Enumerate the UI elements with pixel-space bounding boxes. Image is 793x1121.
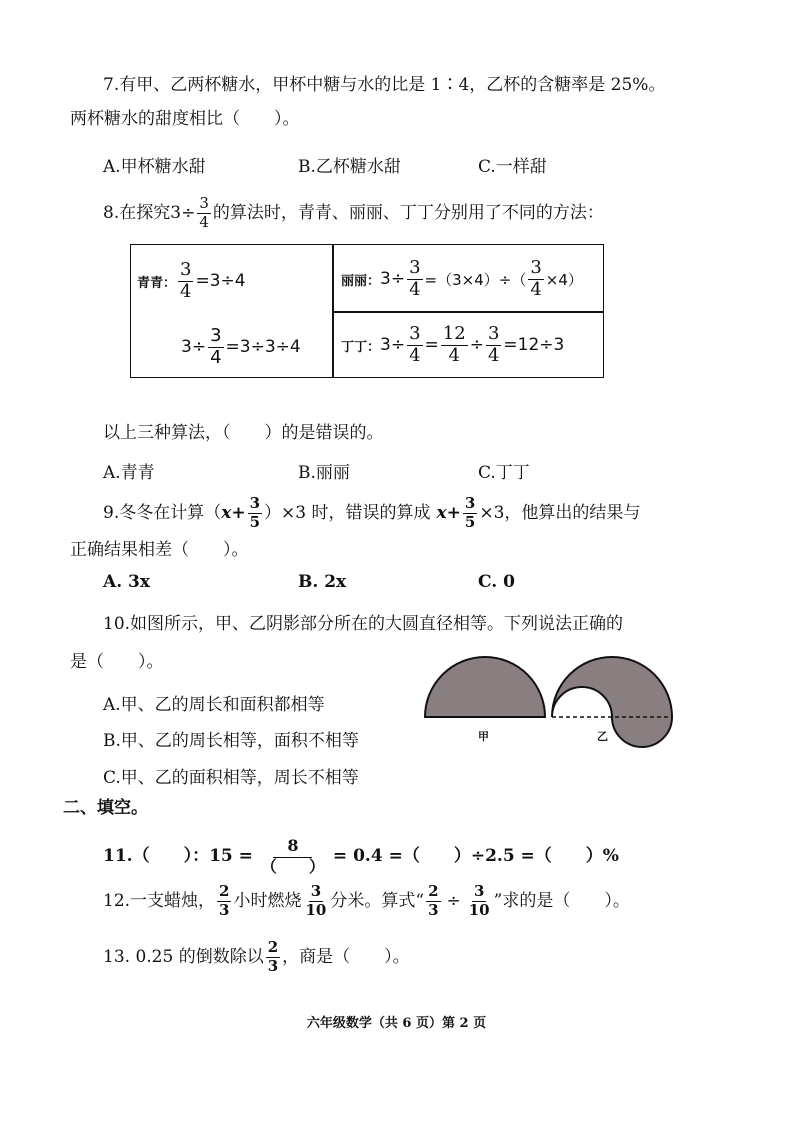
numerator: 3 [530, 257, 542, 278]
numerator: 3 [487, 323, 500, 344]
qingqing-fraction-2 [208, 327, 223, 368]
q9-mid: ）×3 时，错误的算成 [264, 502, 431, 523]
q8-expr-whole: 3 [170, 202, 182, 223]
numerator: 3 [210, 325, 222, 346]
numerator: 3 [409, 323, 421, 344]
denominator: 5 [464, 512, 476, 531]
q12-line [103, 884, 630, 919]
q10-option-b: B.甲、乙的周长相等，面积不相等 [103, 731, 359, 751]
denominator: 3 [219, 900, 230, 919]
q11-tail: = 0.4 =（ ）÷2.5 =（ ）% [332, 846, 619, 867]
denominator: 4 [448, 344, 460, 366]
q10-figure [420, 655, 690, 755]
q10-option-a: A.甲、乙的周长和面积都相等 [103, 695, 325, 715]
q13-line [103, 940, 410, 975]
numerator: 2 [428, 882, 439, 900]
qingqing-row2 [181, 327, 301, 368]
lili-mid: =（3×4）÷（ [424, 270, 527, 289]
denominator: 3 [428, 900, 439, 919]
numerator: 3 [249, 494, 261, 512]
numerator: 3 [473, 882, 485, 900]
q8-expr-div: ÷ [181, 202, 196, 223]
numerator: 3 [409, 257, 421, 278]
denominator: 4 [409, 344, 421, 366]
numerator: 2 [267, 938, 279, 956]
dingding-eq: = [424, 335, 439, 356]
numerator: 3 [180, 259, 192, 280]
q10-line2: 是（ ）。 [70, 652, 164, 672]
figure-label-jia: 甲 [478, 730, 489, 743]
q7-line2: 两杯糖水的甜度相比（ ）。 [70, 109, 300, 129]
q9-option-a: A. 3x [103, 572, 150, 592]
lili-tail: ×4） [545, 270, 583, 289]
q13-head: 13. 0.25 的倒数除以 [103, 946, 264, 967]
dingding-head: 3÷ [380, 335, 406, 356]
q9-line2: 正确结果相差（ ）。 [70, 540, 249, 560]
q12-mid2: 分米。算式“ [330, 890, 425, 911]
q11-line [103, 838, 619, 876]
lili-fraction-2 [528, 259, 543, 300]
denominator: 5 [249, 512, 261, 531]
q9-var-x-2: x [436, 502, 447, 523]
q12-mid1: 小时燃烧 [233, 890, 302, 911]
q12-fraction-1 [217, 884, 231, 919]
q8-suffix: 的算法时，青青、丽丽、丁丁分别用了不同的方法： [212, 202, 604, 223]
lili-head: 3÷ [380, 269, 406, 290]
q9-fraction-2 [463, 496, 477, 531]
page-footer: 六年级数学（共 6 页）第 2 页 [306, 1016, 487, 1031]
denominator: 4 [180, 280, 192, 302]
dingding-div: ÷ [469, 335, 484, 356]
q9-prefix: 9.冬冬在计算（ [103, 502, 222, 523]
dingding-tail: =12÷3 [503, 335, 565, 356]
q9-tail: ×3，他算出的结果与 [479, 502, 641, 523]
lili-name: 丽丽： [341, 273, 381, 289]
qingqing-row2-tail: =3÷3÷4 [225, 337, 301, 358]
q10-line1: 10.如图所示，甲、乙阴影部分所在的大圆直径相等。下列说法正确的 [103, 614, 624, 634]
q10-option-c: C.甲、乙的面积相等，周长不相等 [103, 768, 359, 788]
q9-fraction-1 [248, 496, 262, 531]
denominator: 10 [305, 900, 327, 919]
numerator: 3 [199, 194, 209, 212]
q8-question: 以上三种算法，（ ）的是错误的。 [103, 423, 384, 443]
denominator: 3 [267, 956, 279, 975]
q8-methods-table [130, 244, 604, 378]
qingqing-row1 [137, 261, 246, 302]
q7-option-b: B.乙杯糖水甜 [298, 157, 401, 177]
numerator: 2 [219, 882, 230, 900]
section2-title: 二、填空。 [63, 798, 148, 818]
numerator: 12 [442, 323, 466, 344]
q11-head: 11.（ ）：15 = [103, 846, 253, 867]
q9-option-c: C. 0 [478, 572, 515, 592]
numerator: 8 [273, 838, 312, 858]
figure-yi-shape [552, 657, 672, 747]
q8-intro [103, 196, 604, 231]
q12-tail: ”求的是（ ）。 [493, 890, 630, 911]
qingqing-fraction-1 [178, 261, 193, 302]
denominator: 4 [210, 346, 222, 368]
q11-fraction [259, 838, 327, 876]
denominator: 10 [468, 900, 490, 919]
q12-head: 12.一支蜡烛， [103, 890, 216, 911]
q9-plus-2: + [446, 502, 461, 523]
q7-option-c: C.一样甜 [478, 157, 547, 177]
numerator: 3 [464, 494, 476, 512]
q7-option-a: A.甲杯糖水甜 [103, 157, 206, 177]
q8-option-a: A.青青 [103, 463, 155, 483]
q8-option-c: C.丁丁 [478, 463, 530, 483]
numerator: 3 [310, 882, 322, 900]
q9-plus: + [231, 502, 246, 523]
denominator: （ ） [260, 856, 325, 876]
q12-fraction-3 [426, 884, 440, 919]
dingding-fraction-2 [441, 325, 468, 366]
lili-fraction-1 [407, 259, 422, 300]
q8-option-b: B.丽丽 [298, 463, 350, 483]
qingqing-row2-head: 3÷ [181, 337, 207, 358]
q9-option-b: B. 2x [298, 572, 347, 592]
qingqing-row1-tail: =3÷4 [195, 271, 246, 292]
denominator: 4 [530, 278, 542, 300]
dingding-row [341, 325, 564, 366]
denominator: 4 [487, 344, 500, 366]
lili-row [341, 259, 583, 300]
dingding-fraction-1 [407, 325, 422, 366]
q12-fraction-2 [303, 884, 328, 919]
q12-div: ÷ [446, 890, 461, 911]
q7-line1: 7.有甲、乙两杯糖水，甲杯中糖与水的比是 1∶4，乙杯的含糖率是 25%。 [103, 75, 666, 95]
denominator: 4 [199, 212, 209, 231]
q9-line1 [103, 496, 640, 531]
q13-fraction [266, 940, 280, 975]
q9-var-x: x [221, 502, 232, 523]
q12-fraction-4 [467, 884, 492, 919]
dingding-name: 丁丁： [341, 339, 381, 355]
dingding-fraction-3 [486, 325, 501, 366]
qingqing-name: 青青： [137, 275, 177, 291]
q13-tail: ，商是（ ）。 [282, 946, 410, 967]
q8-prefix: 8.在探究 [103, 202, 171, 223]
denominator: 4 [409, 278, 421, 300]
q8-expr-fraction [197, 196, 211, 231]
figure-jia-semicircle [425, 657, 545, 717]
figure-label-yi: 乙 [597, 730, 608, 743]
table-divider-horizontal [334, 311, 603, 313]
